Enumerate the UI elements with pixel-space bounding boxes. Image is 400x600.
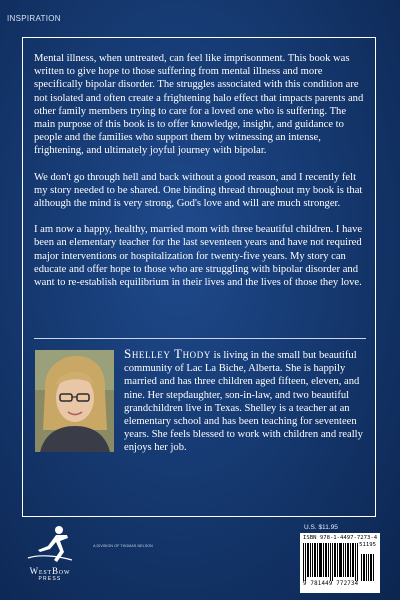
description-paragraph-1: Mental illness, when untreated, can feel like imprisonment. This book was written to give hope to those suffering from mental illness and more specifically bipolar disorder. The struggles associated with this condition are not isolated and often create a frightening halo effect that impacts parents and other family members trying to care for a loved one who is suffering. The main purpose of this book is to offer knowledge, insight, and guidance to people and the families who support them by witnessing an intense, frightening, and ultimately joyful journey with bipolar.	[34, 53, 364, 157]
barcode-addon-number: 51195	[359, 542, 376, 548]
author-name: Shelley Thody	[124, 346, 211, 361]
description-paragraph-3: I am now a happy, healthy, married mom with three beautiful children. I have been an elementary teacher for the last seventeen years and have not required major interventions or hospitalization for twenty-five years. My story can educate and offer hope to those who are struggling with bipolar disorder and want to re-establish equilibrium in their lives and the lives of those they love.	[34, 224, 363, 289]
runner-figure-icon	[26, 524, 74, 564]
ean-barcode-icon	[303, 543, 359, 581]
author-portrait-icon	[35, 350, 114, 452]
publisher-logo	[20, 524, 153, 594]
publisher-tagline: A DIVISION OF THOMAS NELSON	[93, 544, 153, 548]
category-label: INSPIRATION	[7, 14, 61, 23]
isbn-number: ISBN 978-1-4497-7273-4	[303, 535, 378, 541]
ean-number: 9 781449 772734	[303, 581, 359, 587]
author-bio-text: is living in the small but beautiful community of Lac La Biche, Alberta. She is happily married and has three children aged fifteen, eleven, and nine. Her stepdaughter, son-in-law, and two beautiful grandchildren live in Texas. Shelley is a teacher at an elementary school and has been teaching for seventeen years. She feels blessed to work with children and really enjoys her job.	[124, 350, 363, 454]
author-photo	[35, 350, 114, 452]
author-bio	[124, 347, 366, 455]
publisher-press: PRESS	[38, 576, 62, 582]
price-label: U.S. $11.95	[304, 524, 338, 531]
section-divider	[34, 338, 366, 339]
addon-barcode-icon	[361, 548, 375, 581]
book-description	[34, 52, 366, 302]
description-paragraph-2: We don't go through hell and back without a good reason, and I recently felt my story needed to be shared. One binding thread throughout my book is that although the mind is very strong, God's love and will are much stronger.	[34, 171, 363, 210]
isbn-barcode	[300, 533, 380, 593]
publisher-name: WestBow	[29, 566, 71, 576]
